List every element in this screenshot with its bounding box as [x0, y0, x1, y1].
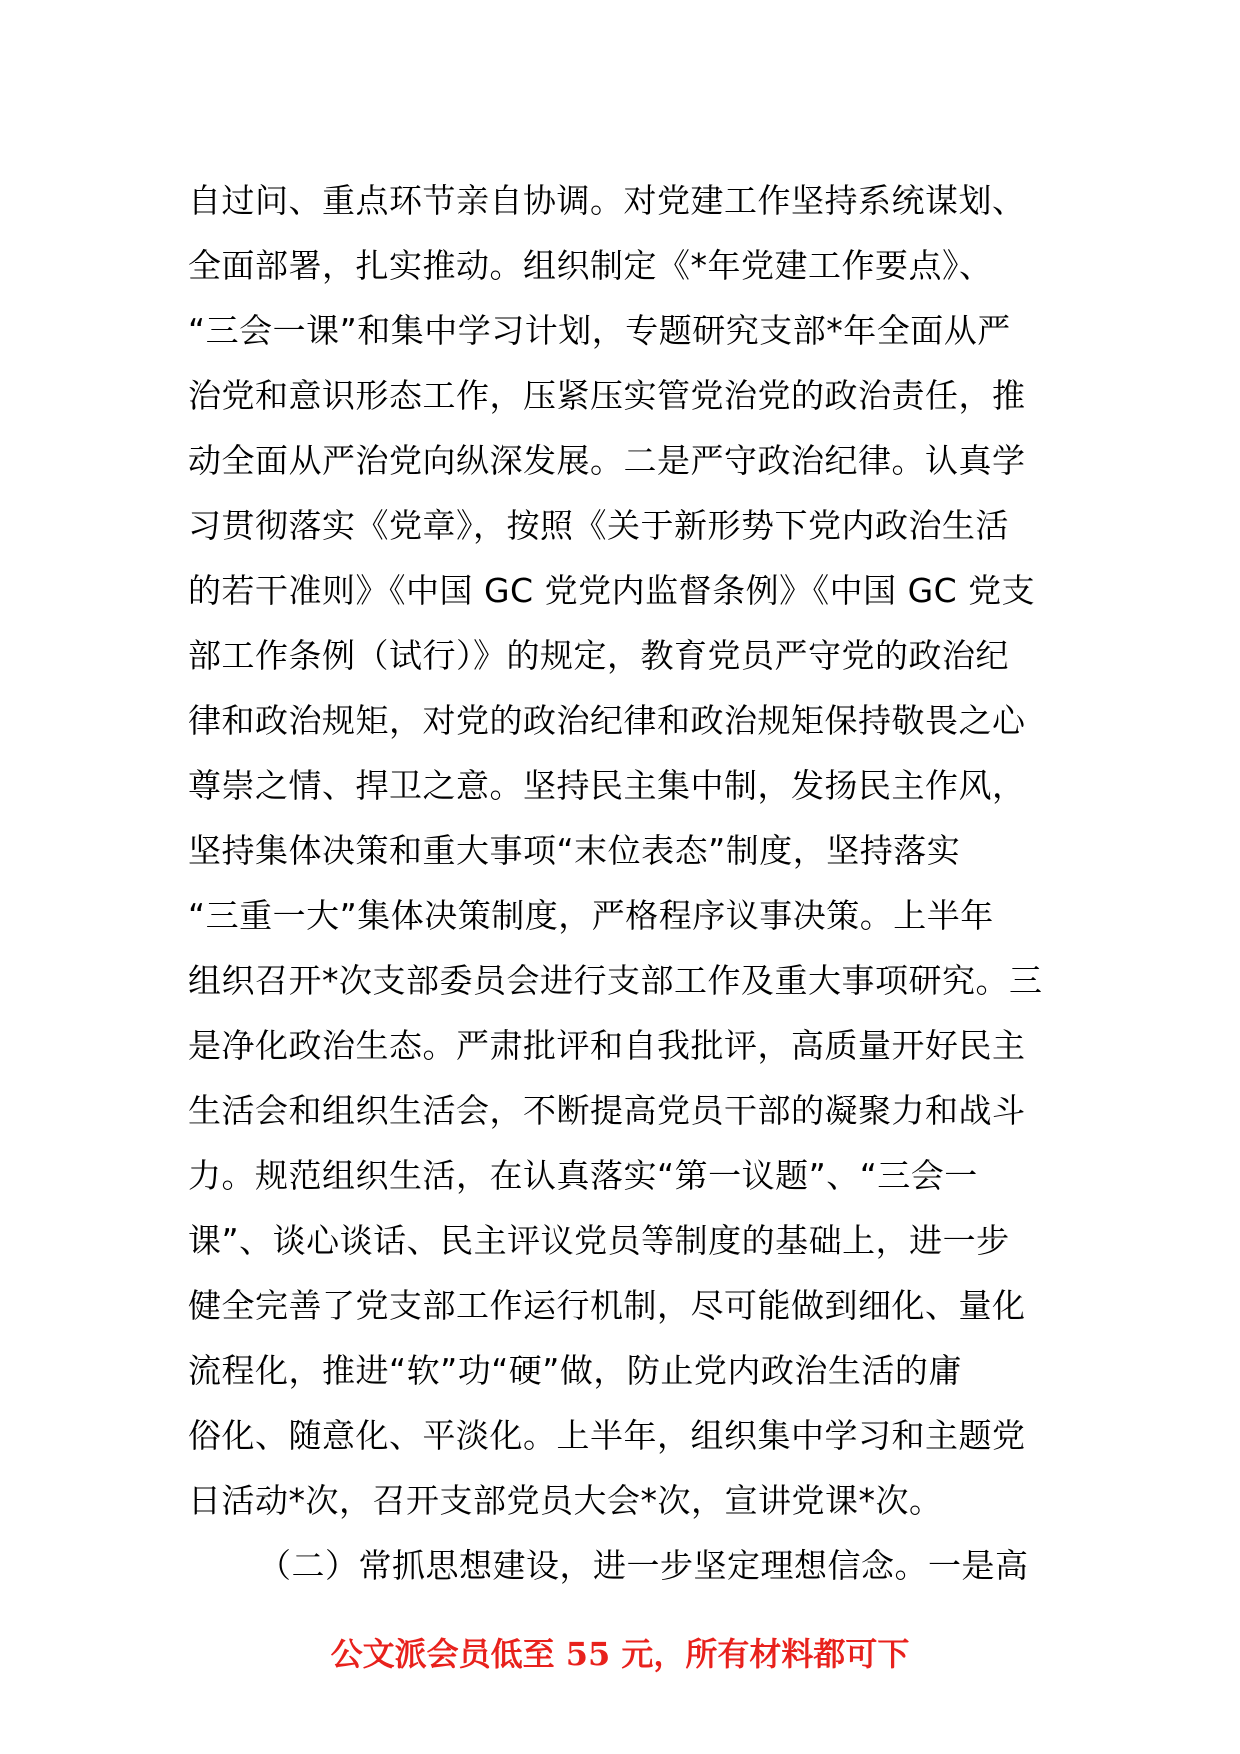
body-line: 尊崇之情、捍卫之意。坚持民主集中制，发扬民主作风， [188, 766, 1026, 805]
document-body [188, 168, 1068, 1598]
body-line: “三重一大”集体决策制度，严格程序议事决策。上半年 [188, 896, 994, 935]
body-line: 动全面从严治党向纵深发展。二是严守政治纪律。认真学 [188, 441, 1026, 480]
section-heading-line: （二）常抓思想建设，进一步坚定理想信念。一是高 [258, 1546, 1029, 1585]
body-line: 习贯彻落实《党章》，按照《关于新形势下党内政治生活 [188, 506, 1009, 545]
body-line: 自过问、重点环节亲自协调。对党建工作坚持系统谋划、 [188, 181, 1026, 220]
body-line: 律和政治规矩，对党的政治纪律和政治规矩保持敬畏之心 [188, 701, 1026, 740]
body-line: 部工作条例（试行）》的规定，教育党员严守党的政治纪 [188, 636, 1009, 675]
body-line: “三会一课”和集中学习计划，专题研究支部*年全面从严 [188, 311, 1011, 350]
body-line: 流程化，推进“软”功“硬”做，防止党内政治生活的庸 [188, 1351, 962, 1390]
body-line: 的若干准则》《中国 GC 党党内监督条例》《中国 GC 党支 [188, 571, 1036, 610]
membership-promo-banner[interactable]: 公文派会员低至 55 元，所有材料都可下 [330, 1635, 910, 1673]
body-line: 课”、谈心谈话、民主评议党员等制度的基础上，进一步 [188, 1221, 1010, 1260]
body-line: 日活动*次，召开支部党员大会*次，宣讲党课*次。 [188, 1481, 943, 1520]
body-line: 是净化政治生态。严肃批评和自我批评，高质量开好民主 [188, 1026, 1026, 1065]
body-line: 力。规范组织生活，在认真落实“第一议题”、“三会一 [188, 1156, 978, 1195]
body-line: 健全完善了党支部工作运行机制，尽可能做到细化、量化 [188, 1286, 1026, 1325]
body-line: 组织召开*次支部委员会进行支部工作及重大事项研究。三 [188, 961, 1043, 1000]
body-line: 坚持集体决策和重大事项“末位表态”制度，坚持落实 [188, 831, 961, 870]
body-line: 俗化、随意化、平淡化。上半年，组织集中学习和主题党 [188, 1416, 1026, 1455]
body-line: 生活会和组织生活会，不断提高党员干部的凝聚力和战斗 [188, 1091, 1026, 1130]
body-line: 全面部署，扎实推动。组织制定《*年党建工作要点》、 [188, 246, 993, 285]
body-line: 治党和意识形态工作，压紧压实管党治党的政治责任，推 [188, 376, 1026, 415]
